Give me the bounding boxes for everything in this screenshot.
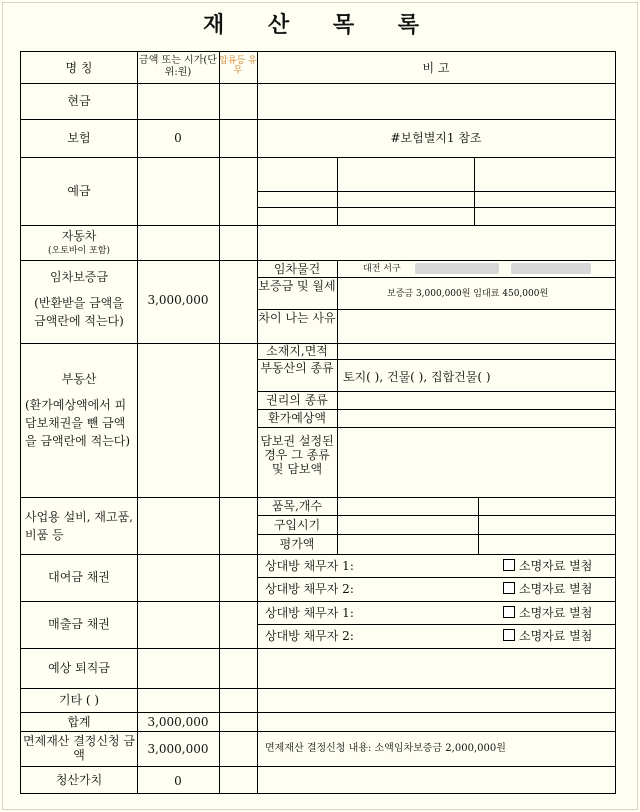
checkbox[interactable] [503,559,515,571]
loan-proof-2[interactable] [503,582,592,596]
sub-divider [337,260,338,343]
sub-divider [257,309,615,310]
row-lease-label: 임차보증금 [50,270,108,284]
business-field-purchase: 구입시기 [273,518,321,532]
header-amount: 금액 또는 시가(단위:원) [139,55,217,78]
sub-divider [257,207,615,208]
sales-debtor-2: 상대방 채무자 2: [265,629,354,643]
row-car-sub: (오토바이 포함) [47,246,111,256]
row-realestate-label: 부동산 [61,372,97,386]
row-divider [21,497,615,498]
row-business-label: 사업용 설비, 재고품, 비품 등 [25,510,133,542]
sub-divider [257,391,615,392]
realestate-field-right: 권리의 종류 [266,393,328,407]
sub-divider [257,409,615,410]
header-seizure: 압류등 유무 [219,56,257,76]
row-exempt-label: 면제재산 결정신청 금액 [23,734,135,762]
sales-debtor-1: 상대방 채무자 1: [265,606,354,620]
document-title: 재 산 목 록 [203,12,437,38]
header-note: 비 고 [422,61,450,75]
row-deposit-label: 예금 [67,184,91,198]
row-insurance-note: #보험별지1 참조 [390,131,482,145]
row-divider [21,688,615,689]
realestate-field-collateral: 담보권 설정된 경우 그 종류 및 담보액 [260,434,334,476]
sub-divider [337,497,338,554]
row-divider [21,601,615,602]
realestate-field-value: 환가예상액 [268,411,326,425]
row-liquidation-label: 청산가치 [55,773,103,787]
row-cash-label: 현금 [67,94,91,108]
sub-divider [257,427,615,428]
row-divider [21,731,615,732]
sub-divider [257,277,615,278]
business-field-items: 품목,개수 [271,499,323,513]
sub-divider [337,343,338,497]
sales-proof-1[interactable] [503,606,592,620]
sub-divider [257,577,615,578]
sub-divider [257,624,615,625]
checkbox[interactable] [503,629,515,641]
col-divider [137,52,138,793]
row-divider [21,648,615,649]
lease-field-reason: 차이 나는 사유 [258,311,336,325]
checkbox[interactable] [503,606,515,618]
sub-divider [257,534,615,535]
sales-proof-2[interactable] [503,629,592,643]
sub-divider [257,515,615,516]
sub-divider [257,191,615,192]
realestate-field-location: 소재지,면적 [266,344,328,358]
row-realestate-desc: (환가예상액에서 피담보채권을 뺀 금액을 금액란에 적는다) [25,398,131,448]
row-liquidation-amount: 0 [174,774,182,788]
row-divider [21,119,615,120]
row-insurance-label: 보험 [67,131,91,145]
sub-divider [257,359,615,360]
header-name: 명 칭 [65,61,93,75]
col-divider [219,52,220,793]
row-divider [21,225,615,226]
row-car-label: 자동차 [61,229,97,243]
asset-table [20,51,616,794]
realestate-value-type: 토지( ), 건물( ), 집합건물( ) [343,370,491,384]
row-severance-label: 예상 퇴직금 [48,661,110,675]
redacted-address [511,263,591,274]
row-divider [21,712,615,713]
row-divider [21,260,615,261]
checkbox-label: 소명자료 별첨 [519,582,593,596]
row-exempt-note: 면제재산 결정신청 내용: 소액임차보증금 2,000,000원 [265,743,506,754]
row-insurance-amount: 0 [174,131,182,145]
row-exempt-amount: 3,000,000 [147,742,209,756]
row-divider [21,83,615,84]
row-total-label: 합계 [67,715,91,729]
row-lease-desc: (반환받을 금액을 금액란에 적는다) [34,296,124,328]
business-field-appraisal: 평가액 [279,537,315,551]
lease-field-deposit: 보증금 및 월세 [258,279,336,293]
row-divider [21,157,615,158]
loan-proof-1[interactable] [503,559,592,573]
row-divider [21,554,615,555]
loan-debtor-2: 상대방 채무자 2: [265,582,354,596]
realestate-field-type: 부동산의 종류 [260,361,334,375]
checkbox-label: 소명자료 별첨 [519,629,593,643]
row-lease-amount: 3,000,000 [147,293,209,307]
redacted-address [415,263,499,274]
sub-divider [478,497,479,554]
row-loan-label: 대여금 채권 [48,570,110,584]
lease-field-object: 임차물건 [273,262,321,276]
row-divider [21,766,615,767]
checkbox-label: 소명자료 별첨 [519,559,593,573]
checkbox[interactable] [503,582,515,594]
row-total-amount: 3,000,000 [147,715,209,729]
lease-value-deposit: 보증금 3,000,000원 임대료 450,000원 [387,289,549,299]
checkbox-label: 소명자료 별첨 [519,606,593,620]
loan-debtor-1: 상대방 채무자 1: [265,559,354,573]
row-etc-label: 기타 ( ) [58,693,100,707]
row-sales-label: 매출금 채권 [48,617,110,631]
lease-value-object: 대전 서구 [363,264,401,274]
